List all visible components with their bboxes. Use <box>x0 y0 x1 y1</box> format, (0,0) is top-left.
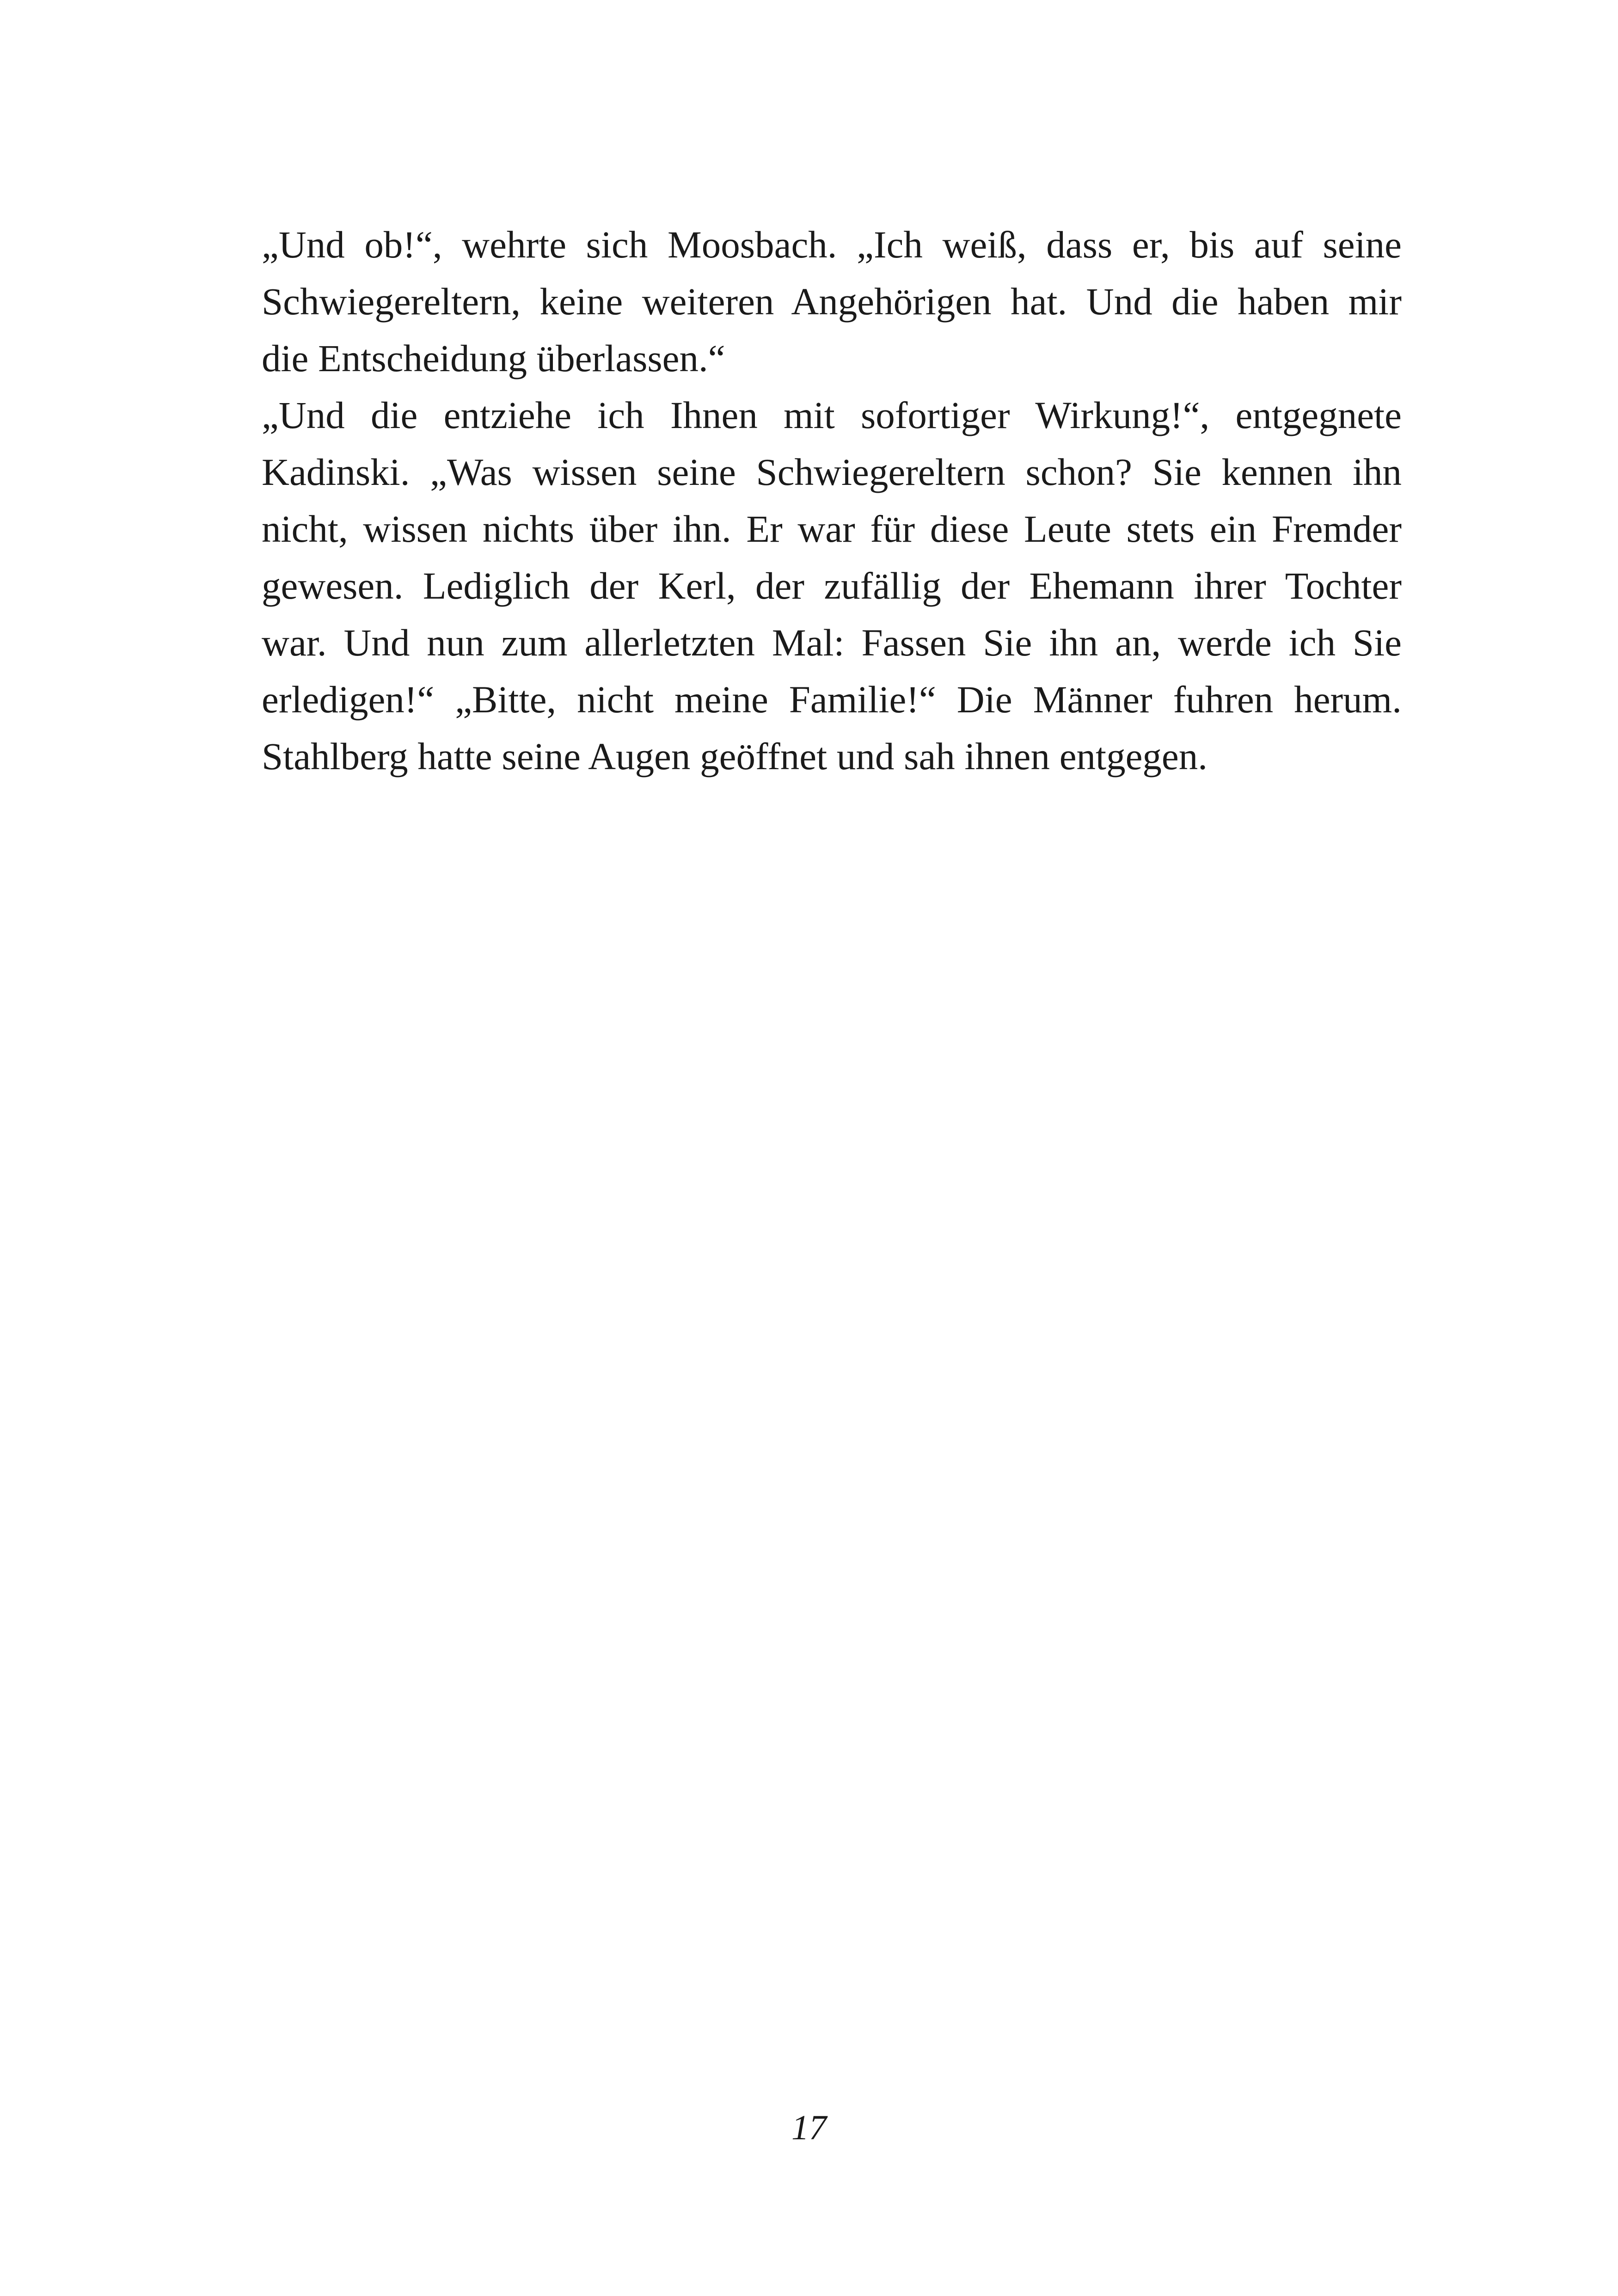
text-line: erledigen!“ „Bitte, nicht meine Familie!“ Die Männer fuhren herum. <box>262 678 1402 721</box>
page-number: 17 <box>791 2108 827 2147</box>
text-line: Stahlberg hatte seine Augen geöffnet und sah ihnen entgegen. <box>262 735 1208 778</box>
text-line: war. Und nun zum allerletzten Mal: Fassen Sie ihn an, werde ich Sie <box>262 621 1402 664</box>
paragraph <box>216 387 1402 785</box>
text-line: Kadinski. „Was wissen seine Schwiegereltern schon? Sie kennen ihn <box>262 451 1402 493</box>
body-text <box>216 216 1402 785</box>
text-line: Schwiegereltern, keine weiteren Angehörigen hat. Und die haben mir <box>262 280 1402 323</box>
text-line: die Entscheidung überlassen.“ <box>262 337 725 380</box>
text-line: „Und ob!“, wehrte sich Moosbach. „Ich weiß, dass er, bis auf seine <box>262 223 1402 266</box>
text-line: nicht, wissen nichts über ihn. Er war für diese Leute stets ein Fremder <box>262 508 1402 550</box>
text-line: „Und die entziehe ich Ihnen mit sofortiger Wirkung!“, entgegnete <box>262 394 1402 436</box>
text-line: gewesen. Lediglich der Kerl, der zufällig der Ehemann ihrer Tochter <box>262 564 1402 607</box>
paragraph <box>216 216 1402 387</box>
